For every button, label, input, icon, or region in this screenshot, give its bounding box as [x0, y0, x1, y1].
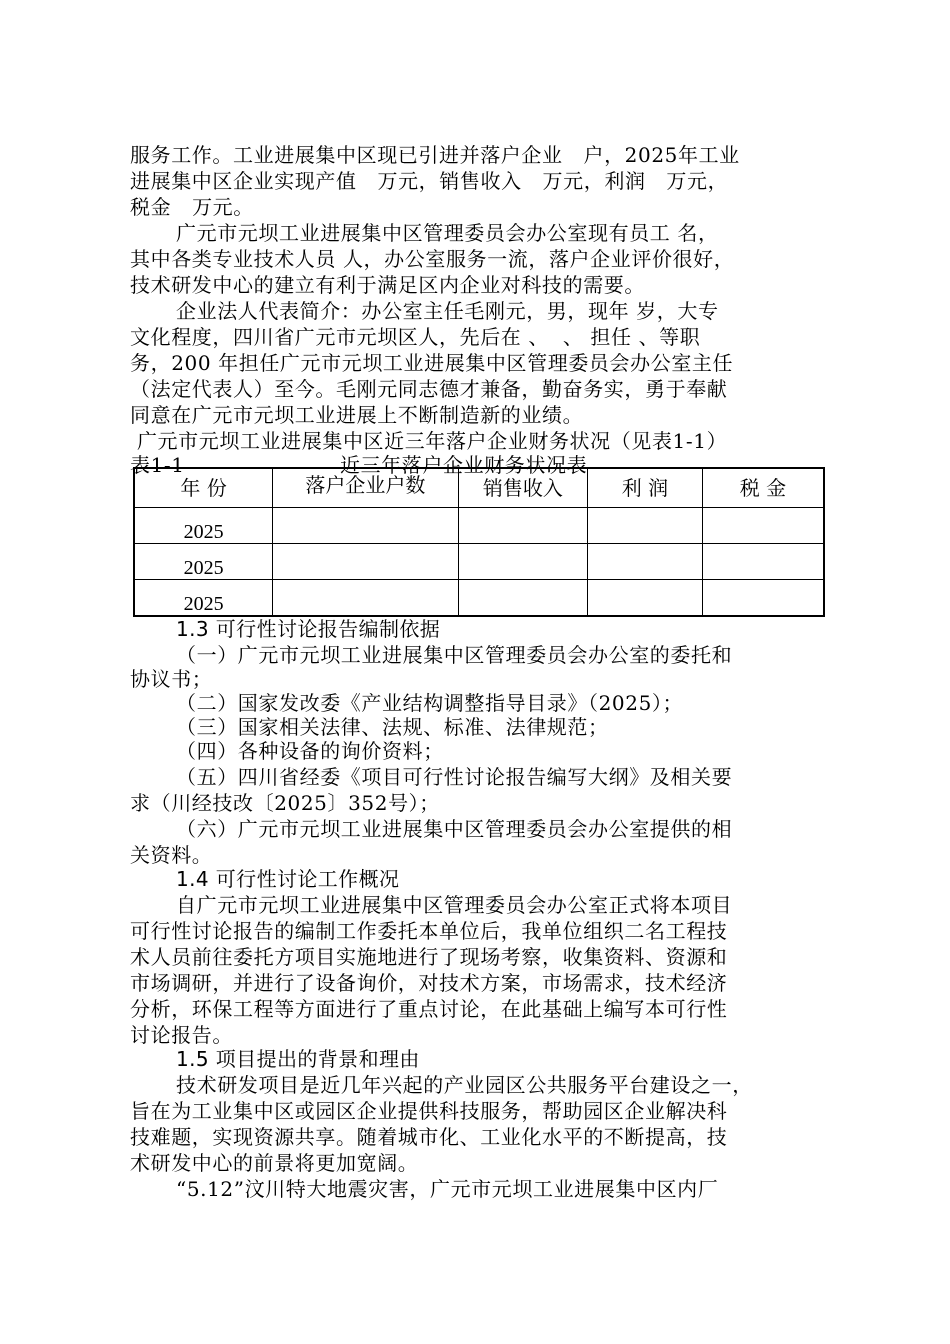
section-1-4-line: 自广元市元坝工业进展集中区管理委员会办公室正式将本项目 — [176, 893, 733, 917]
office-line-2: 其中各类专业技术人员 人，办公室服务一流，落户企业评价很好， — [130, 247, 735, 271]
section-1-3-heading: 1.3 可行性讨论报告编制依据 — [176, 617, 441, 641]
legal-rep-line-4: （法定代表人）至今。毛刚元同志德才兼备，勤奋务实，勇于奉献 — [130, 377, 728, 401]
table-intro: 广元市元坝工业进展集中区近三年落户企业财务状况（见表1-1） — [130, 429, 728, 453]
header-enterprise-count — [273, 468, 458, 508]
section-1-5-line: 术研发中心的前景将更加宽阔。 — [130, 1151, 419, 1175]
section-1-3-line: （六）广元市元坝工业进展集中区管理委员会办公室提供的相 — [176, 817, 733, 841]
section-1-3-line: 关资料。 — [130, 843, 213, 867]
section-1-5-line: 技难题，实现资源共享。随着城市化、工业化水平的不断提高，技 — [130, 1125, 728, 1149]
year-value: 2025 — [183, 557, 224, 579]
section-1-4-line: 术人员前往委托方项目实施地进行了现场考察，收集资料、资源和 — [130, 945, 728, 969]
table-row — [134, 580, 824, 617]
section-1-3-line: （一）广元市元坝工业进展集中区管理委员会办公室的委托和 — [176, 643, 733, 667]
header-tax — [702, 468, 824, 508]
section-1-5-heading: 1.5 项目提出的背景和理由 — [176, 1047, 420, 1071]
cell-tax — [702, 508, 824, 544]
section-1-5-line: “5.12”汶川特大地震灾害，广元市元坝工业进展集中区内厂 — [176, 1177, 719, 1201]
intro-line-3: 税金 万元。 — [130, 195, 254, 219]
section-1-3-line: （五）四川省经委《项目可行性讨论报告编写大纲》及相关要 — [176, 765, 733, 789]
cell-enterprise-count — [273, 580, 458, 617]
section-1-4-line: 市场调研，并进行了设备询价，对技术方案，市场需求，技术经济 — [130, 971, 728, 995]
table-label: 表1-1 — [130, 453, 185, 477]
cell-year — [134, 508, 273, 544]
cell-enterprise-count — [273, 508, 458, 544]
cell-tax — [702, 580, 824, 617]
section-1-4-line: 讨论报告。 — [130, 1023, 233, 1047]
table-row — [134, 508, 824, 544]
cell-sales — [458, 580, 588, 617]
section-1-5-line: 旨在为工业集中区或园区企业提供科技服务，帮助园区企业解决科 — [130, 1099, 728, 1123]
section-1-5-line: 技术研发项目是近几年兴起的产业园区公共服务平台建设之一， — [176, 1073, 753, 1097]
cell-sales — [458, 508, 588, 544]
cell-year — [134, 544, 273, 580]
header-tax-label: 税 金 — [739, 475, 787, 500]
header-year — [134, 468, 273, 508]
table-title: 近三年落户企业财务状况表 — [340, 453, 588, 477]
header-year-label: 年 份 — [180, 475, 227, 500]
cell-tax — [702, 544, 824, 580]
section-1-3-line: 求（川经技改〔2025〕352号）； — [130, 791, 440, 815]
section-1-4-line: 可行性讨论报告的编制工作委托本单位后，我单位组织二名工程技 — [130, 919, 728, 943]
office-line-1: 广元市元坝工业进展集中区管理委员会办公室现有员工 名， — [176, 221, 719, 245]
header-enterprise-count-label: 落户企业户数 — [305, 473, 426, 497]
financial-table — [133, 467, 825, 617]
year-value: 2025 — [183, 593, 224, 615]
legal-rep-line-1: 企业法人代表简介：办公室主任毛刚元，男，现年 岁，大专 — [176, 299, 719, 323]
table-row — [134, 544, 824, 580]
header-profit-label: 利 润 — [621, 475, 669, 500]
header-profit — [588, 468, 703, 508]
section-1-3-line: （二）国家发改委《产业结构调整指导目录》（2025）； — [176, 691, 684, 715]
year-value: 2025 — [183, 521, 224, 543]
cell-profit — [588, 544, 703, 580]
intro-line-2: 进展集中区企业实现产值 万元，销售收入 万元，利润 万元， — [130, 169, 729, 193]
section-1-3-line: 协议书； — [130, 667, 213, 691]
cell-enterprise-count — [273, 544, 458, 580]
cell-year — [134, 580, 273, 617]
cell-sales — [458, 544, 588, 580]
office-line-3: 技术研发中心的建立有利于满足区内企业对科技的需要。 — [130, 273, 645, 297]
table-header-row — [134, 468, 824, 508]
section-1-3-line: （三）国家相关法律、法规、标准、法律规范； — [176, 715, 609, 739]
header-sales — [458, 468, 588, 508]
header-sales-label: 销售收入 — [482, 475, 563, 500]
cell-profit — [588, 508, 703, 544]
legal-rep-line-3: 务，200 年担任广元市元坝工业进展集中区管理委员会办公室主任 — [130, 351, 734, 375]
section-1-3-line: （四）各种设备的询价资料； — [176, 739, 444, 763]
section-1-4-line: 分析，环保工程等方面进行了重点讨论，在此基础上编写本可行性 — [130, 997, 728, 1021]
section-1-4-heading: 1.4 可行性讨论工作概况 — [176, 867, 400, 891]
legal-rep-line-2: 文化程度，四川省广元市元坝区人，先后在 、 、 担任 、等职 — [130, 325, 701, 349]
legal-rep-line-5: 同意在广元市元坝工业进展上不断制造新的业绩。 — [130, 403, 584, 427]
intro-line-1: 服务工作。工业进展集中区现已引进并落户企业 户，2025年工业 — [130, 143, 740, 167]
cell-profit — [588, 580, 703, 617]
